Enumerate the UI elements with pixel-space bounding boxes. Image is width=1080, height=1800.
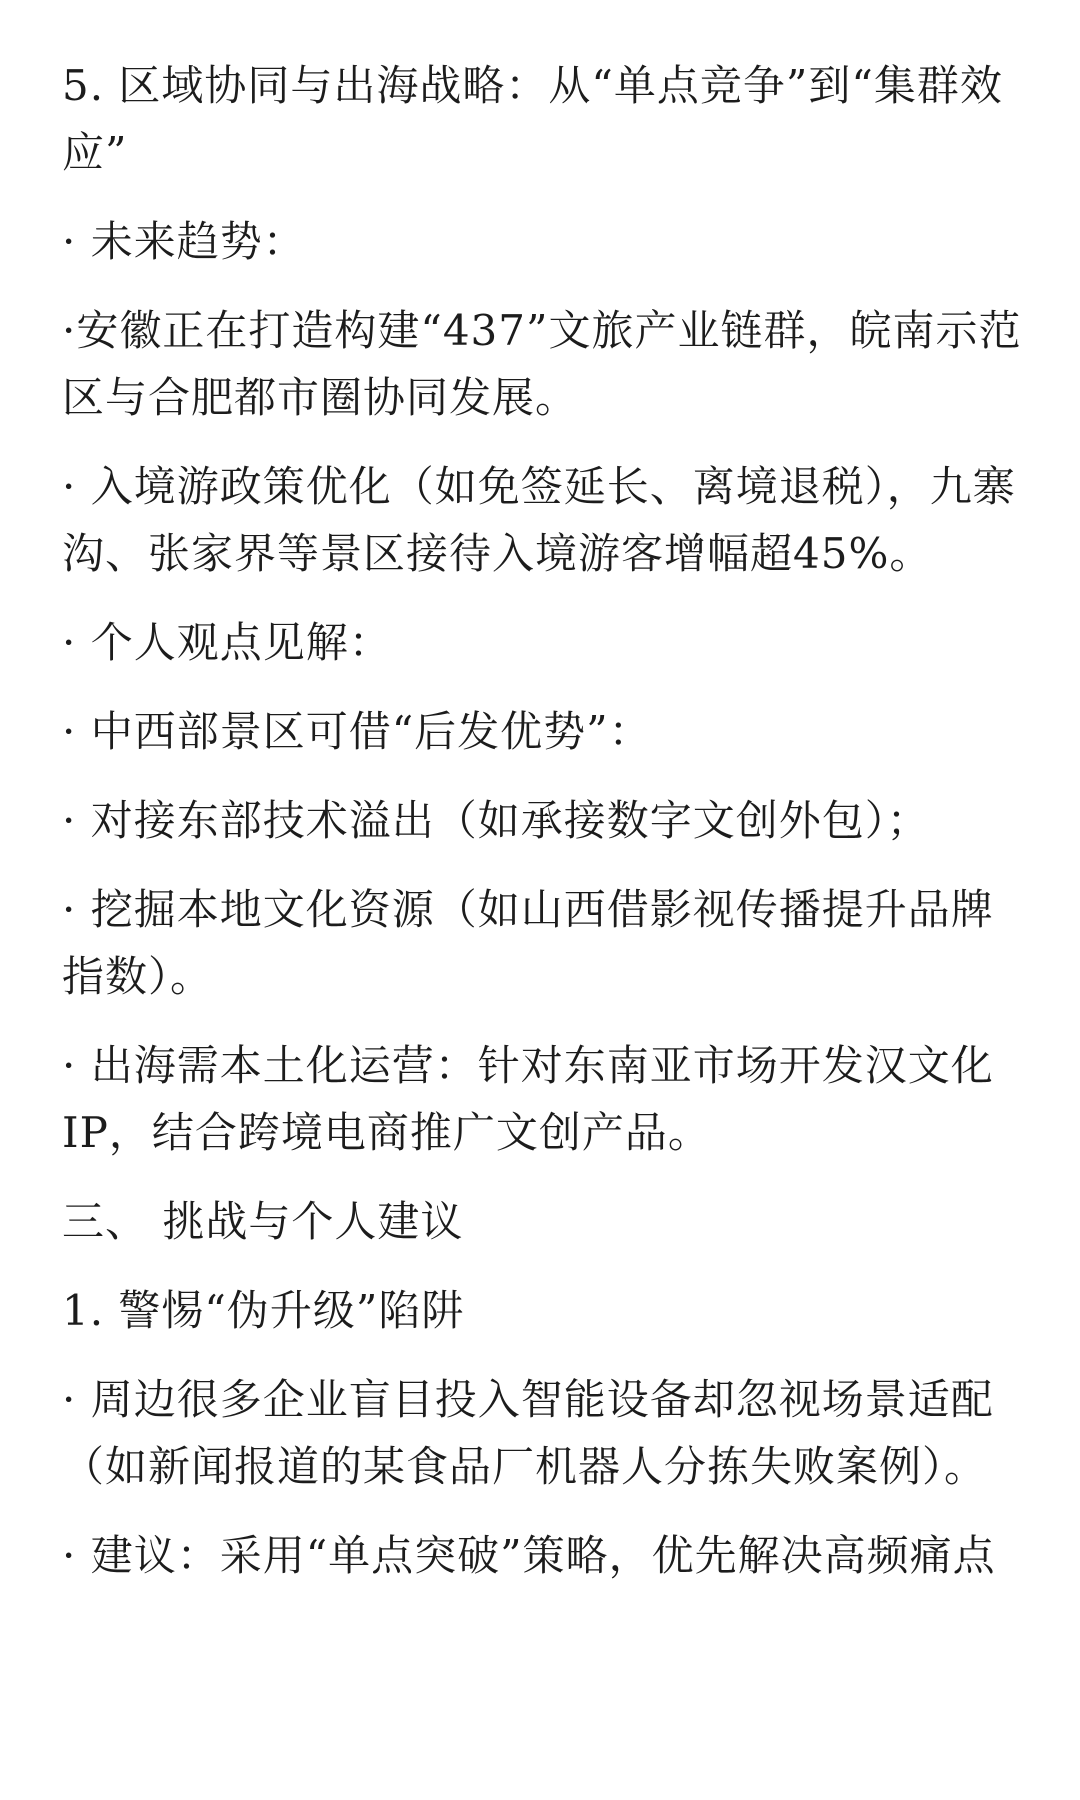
section-heading-challenges: 三、 挑战与个人建议 <box>62 1197 464 1246</box>
bullet-blind-investment: · 周边很多企业盲目投入智能设备却忽视场景适配（如新闻报道的某食品厂机器人分拣失败案例）。 <box>62 1375 994 1491</box>
bullet-suggestion: · 建议：采用“单点突破”策略，优先解决高频痛点 <box>62 1531 996 1580</box>
subheading-fake-upgrade-trap: 1. 警惕“伪升级”陷阱 <box>62 1286 465 1335</box>
bullet-local-culture: · 挖掘本地文化资源（如山西借影视传播提升品牌指数）。 <box>62 885 994 1001</box>
subheading-personal-view: · 个人观点见解： <box>62 618 392 667</box>
bullet-localized-operation: · 出海需本土化运营：针对东南亚市场开发汉文化IP，结合跨境电商推广文创产品。 <box>62 1041 994 1157</box>
bullet-inbound-tourism-policy: · 入境游政策优化（如免签延长、离境退税），九寨沟、张家界等景区接待入境游客增幅超45%。 <box>62 462 1016 578</box>
bullet-anhui-industry-chain: ·安徽正在打造构建“437”文旅产业链群，皖南示范区与合肥都市圈协同发展。 <box>62 306 1022 422</box>
subheading-future-trends: · 未来趋势： <box>62 217 306 266</box>
bullet-latecomer-advantage: · 中西部景区可借“后发优势”： <box>62 707 652 756</box>
section-heading-regional-strategy: 5. 区域协同与出海战略：从“单点竞争”到“集群效应” <box>62 61 1003 177</box>
article-body <box>62 52 1022 1611</box>
bullet-tech-spillover: · 对接东部技术溢出（如承接数字文创外包）； <box>62 796 930 845</box>
